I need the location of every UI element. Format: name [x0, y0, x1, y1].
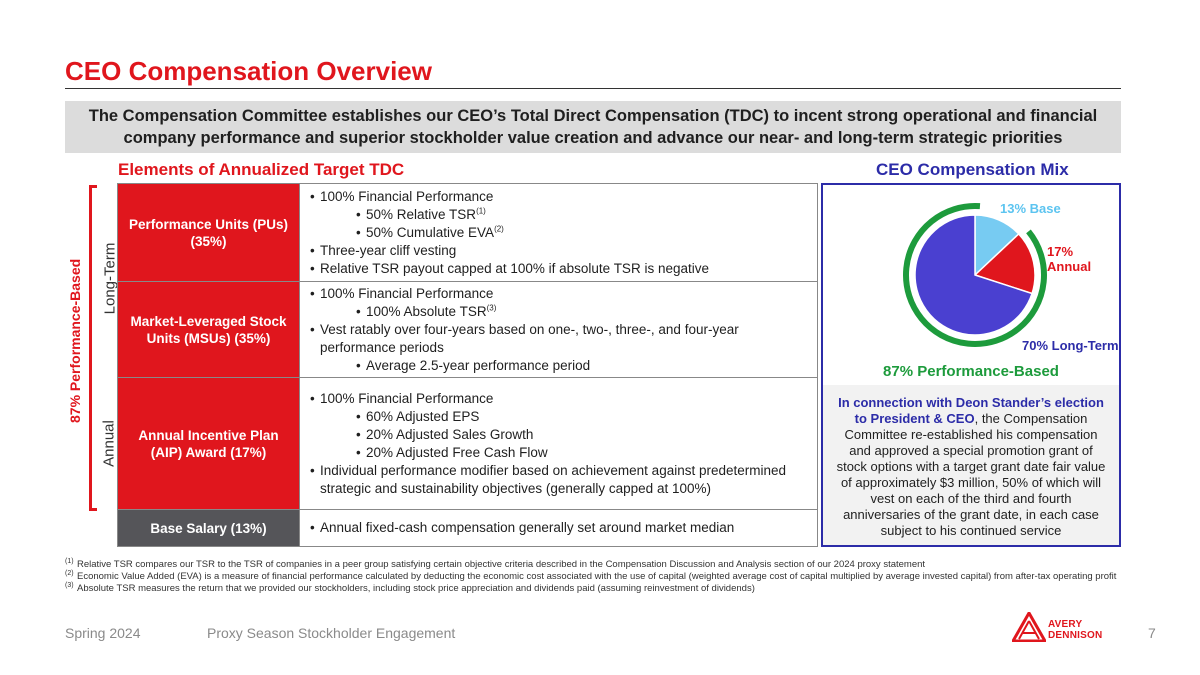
bullet-item: • 50% Relative TSR$^{(1)}$: [310, 206, 807, 224]
elements-table: [117, 183, 818, 547]
title-divider: [65, 88, 1121, 89]
row-bullets: [299, 184, 817, 281]
logo-line1: AVERY: [1048, 619, 1083, 630]
table-row-aip: [118, 378, 817, 510]
footnote: (3) Absolute TSR measures the return that we provided our stockholders, including stock price appreciation and dividends paid (assuming reinvestment of dividends): [65, 582, 755, 594]
page-number: 7: [1148, 625, 1156, 641]
bullet-item: • Average 2.5-year performance period: [310, 357, 807, 375]
slice-label-base: 13% Base: [1000, 201, 1061, 216]
annual-label: Annual: [100, 420, 118, 467]
bullet-item: • 20% Adjusted Free Cash Flow: [310, 444, 807, 462]
promotion-note: [823, 385, 1119, 545]
bullet-item: • 20% Adjusted Sales Growth: [310, 426, 807, 444]
bullet-item: • Individual performance modifier based on achievement against predetermined strategic and sustainability objectives (generally capped at 100%): [310, 462, 807, 498]
bullet-item: • Vest ratably over four-years based on one-, two-, three-, and four-year performance periods: [310, 321, 807, 357]
bullet-item: • 100% Financial Performance: [310, 188, 807, 206]
footnote: (1) Relative TSR compares our TSR to the TSR of companies in a peer group satisfying certain objective criteria described in the Compensation Discussion and Analysis section of our 2024 proxy statement: [65, 558, 926, 570]
row-label: Market-Leveraged Stock Units (MSUs) (35%): [118, 282, 299, 377]
row-bullets: [299, 282, 817, 377]
bullet-item: • 100% Financial Performance: [310, 285, 807, 303]
footer-season: Spring 2024: [65, 625, 141, 641]
row-bullets: [299, 378, 817, 509]
slice-label-annual: 17% Annual: [1047, 244, 1092, 274]
row-bullets: [299, 510, 817, 546]
table-row-msus: [118, 282, 817, 378]
row-label: Annual Incentive Plan (AIP) Award (17%): [118, 378, 299, 509]
note-highlight: In connection with Deon Stander’s election to President & CEO: [838, 395, 1104, 426]
note-body: , the Compensation Committee re-established his compensation and approved a special promotion grant of stock options with a target grant date fair value of approximately $3 million, 50% of which will vest on each of the third and fourth anniversaries of the grant date, in each case subject to his continued service: [836, 411, 1106, 538]
avery-dennison-logo: [1012, 612, 1112, 642]
bullet-item: • Relative TSR payout capped at 100% if absolute TSR is negative: [310, 260, 807, 278]
long-term-label: Long-Term: [101, 242, 119, 315]
bullet-item: • Three-year cliff vesting: [310, 242, 807, 260]
row-label: Performance Units (PUs) (35%): [118, 184, 299, 281]
mix-heading: CEO Compensation Mix: [876, 160, 1069, 179]
bullet-item: • 50% Cumulative EVA$^{(2)}$: [310, 224, 807, 242]
page-title: CEO Compensation Overview: [65, 56, 432, 86]
table-row-pus: [118, 184, 817, 282]
table-row-base-salary: [118, 510, 817, 546]
performance-based-label: 87% Performance-Based: [67, 258, 83, 423]
bullet-item: • 100% Absolute TSR$^{(3)}$: [310, 303, 807, 321]
footnotes: [65, 559, 1125, 595]
bullet-item: • 60% Adjusted EPS: [310, 408, 807, 426]
performance-based-caption: 87% Performance-Based: [883, 363, 1059, 380]
summary-banner: The Compensation Committee establishes our CEO’s Total Direct Compensation (TDC) to incent strong operational and financial company performance and superior stockholder value creation and advance our near- and long-term strategic priorities: [65, 101, 1121, 153]
bullet-item: • Annual fixed-cash compensation generally set around market median: [310, 519, 807, 537]
slice-label-long-term: 70% Long-Term: [1022, 338, 1119, 353]
footer-event: Proxy Season Stockholder Engagement: [207, 625, 456, 641]
compensation-mix-pie: [900, 200, 1050, 350]
elements-heading: Elements of Annualized Target TDC: [118, 160, 405, 179]
footnote: (2) Economic Value Added (EVA) is a measure of financial performance calculated by deducting the economic cost associated with the use of capital (weighted average cost of capital multiplied by average invested capital) from after-tax operating profit: [65, 570, 1117, 582]
row-label: Base Salary (13%): [118, 510, 299, 546]
logo-mark-icon: [1012, 612, 1046, 642]
performance-bracket: [89, 185, 97, 511]
compensation-mix-panel: [821, 183, 1121, 547]
logo-line2: DENNISON: [1048, 630, 1103, 641]
bullet-item: • 100% Financial Performance: [310, 390, 807, 408]
